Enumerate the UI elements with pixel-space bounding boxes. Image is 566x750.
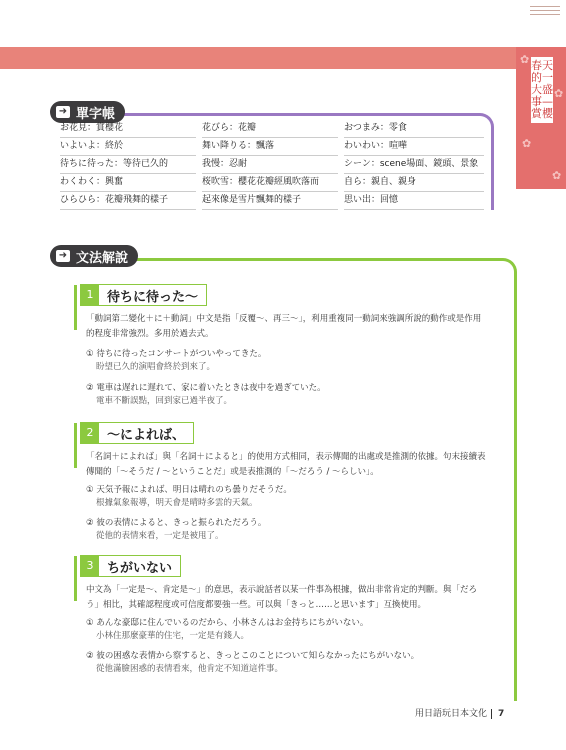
- grammar-point-header: [80, 422, 194, 444]
- example-zh: 從他滿臉困惑的表情看來，他肯定不知道這件事。: [96, 664, 284, 674]
- example-zh: 盼望已久的演唱會終於到來了。: [96, 362, 216, 372]
- example-zh: 電車不斷誤點，回到家已過半夜了。: [96, 396, 233, 406]
- header-band: [0, 47, 516, 69]
- example: [86, 617, 486, 643]
- grammar-section-header: [50, 245, 138, 267]
- point-accent-line: [74, 556, 77, 601]
- blossom-icon: ✿: [552, 169, 562, 182]
- footer-divider: [491, 709, 492, 719]
- example-jp: ② 電車は遅れに遅れて、家に着いたときは夜中を過ぎていた。: [86, 383, 326, 393]
- vocab-item: いよいよ：終於: [60, 138, 196, 156]
- book-title: 用日語玩日本文化: [415, 709, 488, 719]
- grammar-point-header: [80, 555, 181, 577]
- page-number: 7: [498, 709, 505, 719]
- point-accent-line: [74, 423, 77, 468]
- example-zh: 從他的表情來看，一定是被甩了。: [96, 531, 224, 541]
- vocab-item: 我慢：忍耐: [202, 156, 338, 174]
- blossom-icon: ✿: [522, 137, 532, 150]
- vocab-item: 思い出：回憶: [344, 192, 484, 210]
- vocab-item: わいわい：喧嘩: [344, 138, 484, 156]
- example-zh: 根據氣象報導，明天會是晴時多雲的天氣。: [96, 498, 258, 508]
- point-accent-line: [74, 285, 77, 330]
- point-number: 1: [81, 285, 99, 305]
- vocab-item: 待ちに待った：等待已久的: [60, 156, 196, 174]
- point-title: 待ちに待った～: [107, 289, 199, 305]
- arrow-icon: ➜: [56, 106, 70, 118]
- example: [86, 484, 486, 510]
- example-jp: ② 彼の困惑な表情から察すると、きっとこのことについて知らなかったにちがいない。: [86, 651, 420, 661]
- vocab-item: おつまみ：零食: [344, 120, 484, 138]
- vocab-item: 起來像是雪片飄舞的樣子: [202, 192, 338, 210]
- vocab-item: 桜吹雪：櫻花花瓣經風吹落而: [202, 174, 338, 192]
- example-jp: ① 待ちに待ったコンサートがついやってきた。: [86, 349, 267, 359]
- vocab-item: シーン：scene場面、鏡頭、景象: [344, 156, 484, 174]
- corner-decoration: [530, 3, 560, 17]
- point-title: ～によれば、: [107, 427, 186, 443]
- point-number: 2: [81, 423, 99, 443]
- example: [86, 650, 486, 676]
- arrow-icon: ➜: [56, 250, 70, 262]
- vocab-section-title: 單字帳: [76, 106, 116, 122]
- vocab-item: 自ら：親自、親身: [344, 174, 484, 192]
- vocab-item: わくわく：興奮: [60, 174, 196, 192]
- vocab-item: 舞い降りる：飄落: [202, 138, 338, 156]
- example-jp: ① あんな豪邸に住んでいるのだから、小林さんはお金持ちにちがいない。: [86, 618, 369, 628]
- grammar-section-title: 文法解說: [76, 250, 129, 266]
- example-zh: 小林住那麼豪華的住宅，一定是有錢人。: [96, 631, 250, 641]
- point-description: 「動詞第二變化＋に＋動詞」中文是指「反覆～、再三～」，利用重複同一動詞來強調所說的動作或是作用的程度非常強烈。多用於過去式。: [86, 314, 482, 339]
- blossom-icon: ✿: [520, 53, 530, 66]
- page-footer: [415, 706, 504, 719]
- example-jp: ② 彼の表情によると、きっと振られただろう。: [86, 518, 267, 528]
- example-jp: ① 天気予報によれば、明日は晴れのち曇りだそうだ。: [86, 485, 292, 495]
- chapter-title: 春天的一大盛事—賞櫻: [530, 56, 554, 124]
- point-description: 中文為「一定是～、肯定是～」的意思，表示說話者以某一件事為根據，做出非常肯定的判斷。與「だろう」相比，其確認程度或可信度都要強一些。可以與「きっと……と思います」互換使用。: [86, 585, 478, 610]
- point-title: ちがいない: [107, 560, 173, 576]
- grammar-point-header: [80, 284, 207, 306]
- vocab-list: [60, 120, 480, 210]
- example: [86, 348, 486, 374]
- vocab-item: 花びら：花瓣: [202, 120, 338, 138]
- vocab-item: お花見：賞櫻花: [60, 120, 196, 138]
- blossom-icon: ✿: [554, 87, 564, 100]
- point-number: 3: [81, 556, 99, 576]
- point-description: 「名詞＋によれば」與「名詞＋によると」的使用方式相同，表示傳聞的出處或是推測的依據。句末接續表傳聞的「～そうだ / ～ということだ」或是表推測的「～だろう / ～らしい」。: [86, 452, 486, 477]
- example: [86, 517, 486, 543]
- vocab-item: ひらひら：花瓣飛舞的樣子: [60, 192, 196, 210]
- example: [86, 382, 486, 408]
